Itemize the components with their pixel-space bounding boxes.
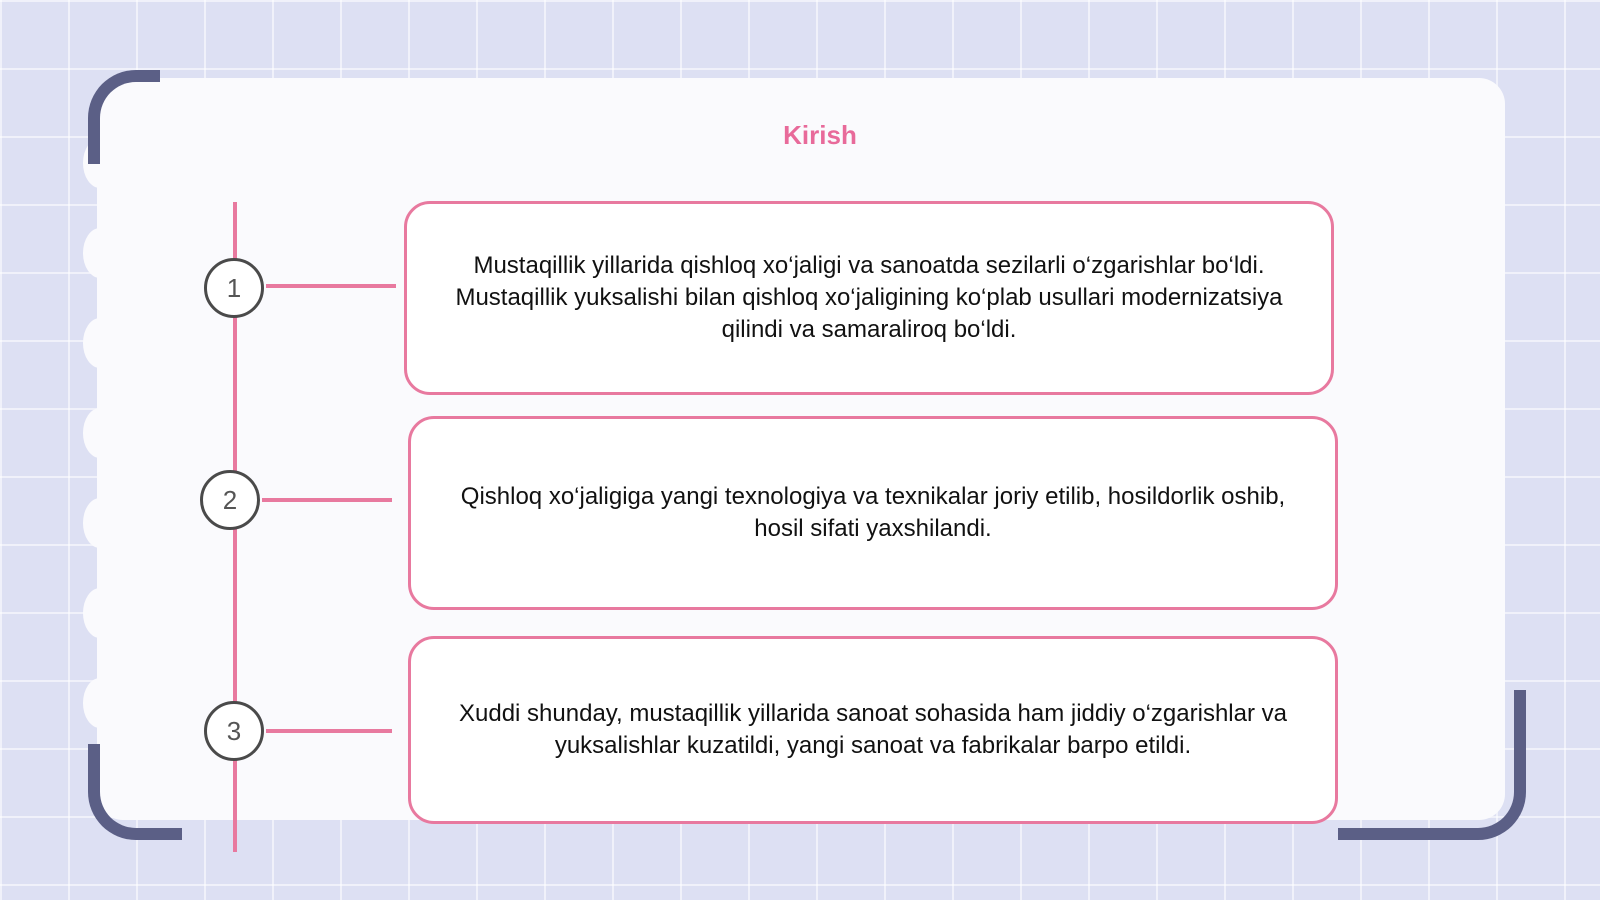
corner-bracket-bottom-right [1338, 690, 1526, 840]
notebook-edge-bump [83, 588, 117, 638]
step-text-2: Qishloq xo‘jaligiga yangi texnologiya va texnikalar joriy etilib, hosildorlik oshib, hosil sifati yaxshilandi. [460, 483, 1286, 542]
notebook-edge-bump [83, 678, 117, 728]
notebook-edge-bump [83, 408, 117, 458]
step-text-3: Xuddi shunday, mustaqillik yillarida sanoat sohasida ham jiddiy o‘zgarishlar va yuksalishlar kuzatildi, yangi sanoat va fabrikalar barpo etildi. [459, 700, 1287, 759]
step-text-1: Mustaqillik yillarida qishloq xo‘jaligi va sanoatda sezilarli o‘zgarishlar bo‘ldi. Mustaqillik yuksalishi bilan qishloq xo‘jaligining ko‘plab usullari modernizatsiya qilindi va samaraliroq bo‘ldi. [455, 252, 1283, 343]
step-number-2: 2 [200, 470, 260, 530]
step-number-1: 1 [204, 258, 264, 318]
corner-bracket-bottom-left [88, 744, 182, 840]
step-box-3 [408, 636, 1338, 824]
step-box-2 [408, 416, 1338, 610]
timeline-connector [266, 284, 396, 288]
step-number-3: 3 [204, 701, 264, 761]
notebook-edge-bump [83, 318, 117, 368]
step-box-1 [404, 201, 1334, 395]
notebook-edge-bump [83, 498, 117, 548]
timeline-connector [266, 729, 392, 733]
timeline-connector [262, 498, 392, 502]
slide-title: Kirish [783, 120, 857, 150]
notebook-edge-bump [83, 228, 117, 278]
